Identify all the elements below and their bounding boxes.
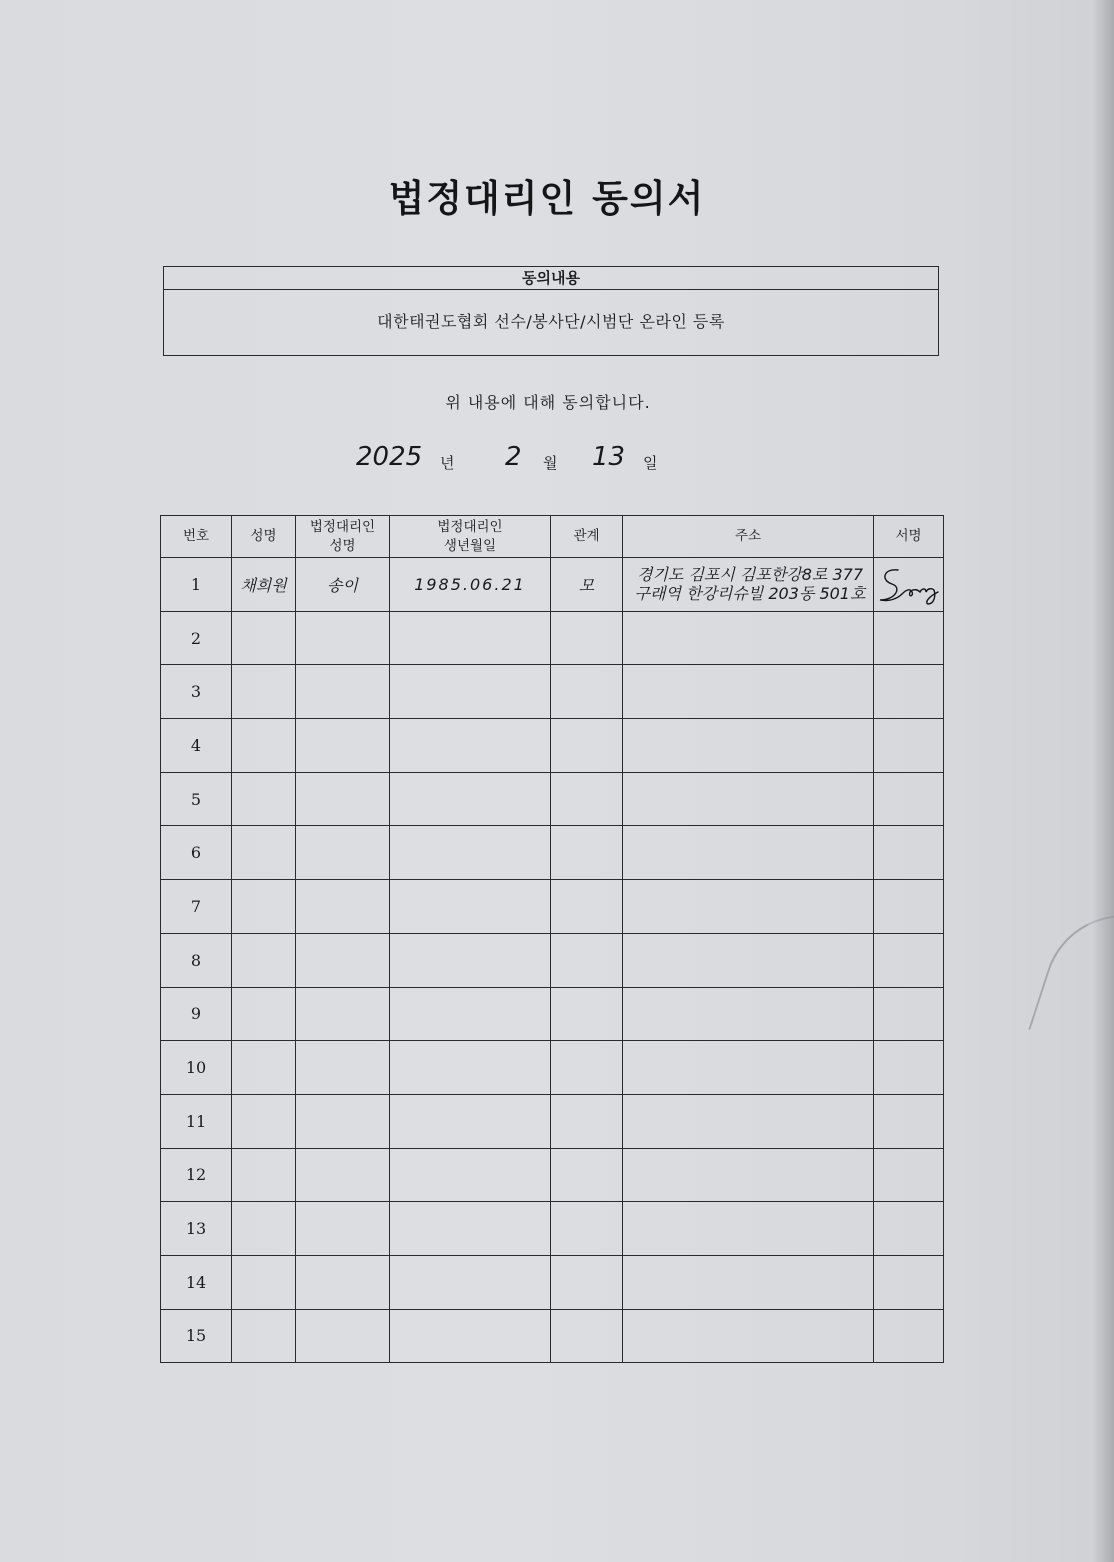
relation-cell	[551, 719, 623, 773]
date-year-unit: 년	[440, 454, 455, 472]
guardian-table	[160, 515, 944, 1363]
row-number: 2	[161, 611, 232, 665]
guardian-name-cell	[296, 933, 390, 987]
signature-cell	[874, 1094, 944, 1148]
guardian-name-cell	[296, 826, 390, 880]
signature-cell	[874, 611, 944, 665]
guardian-birth-cell	[390, 826, 551, 880]
table-row	[161, 772, 944, 826]
address-cell	[623, 933, 874, 987]
guardian-birthdate: 1985.06.21	[390, 558, 551, 612]
address-line2: 구래역 한강리슈빌 203동 501호	[634, 584, 866, 604]
signature-cell	[874, 665, 944, 719]
consent-header: 동의내용	[164, 267, 938, 290]
relation-cell	[551, 826, 623, 880]
header-guardian-name-line1: 법정대리인	[309, 518, 376, 535]
guardian-name-cell	[296, 1148, 390, 1202]
relation-cell	[551, 1148, 623, 1202]
signature-cell	[874, 1148, 944, 1202]
student-name-cell	[232, 933, 296, 987]
row-number: 1	[161, 558, 232, 612]
guardian-birth-cell	[390, 611, 551, 665]
table-row	[161, 1255, 944, 1309]
address	[623, 558, 874, 612]
consent-content: 대한태권도협회 선수/봉사단/시범단 온라인 등록	[377, 312, 725, 331]
row-number: 15	[161, 1309, 232, 1363]
student-name: 채희원	[232, 558, 296, 612]
signature-cell	[874, 558, 944, 612]
date-day-unit: 일	[643, 454, 658, 472]
date-day: 13	[592, 442, 626, 472]
guardian-birth-cell	[390, 933, 551, 987]
table-row	[161, 933, 944, 987]
address-cell	[623, 1255, 874, 1309]
row-number: 4	[161, 719, 232, 773]
signature-cell	[874, 719, 944, 773]
address-cell	[623, 611, 874, 665]
signature-cell	[874, 880, 944, 934]
signature-cell	[874, 772, 944, 826]
signature-cell	[874, 1309, 944, 1363]
row-number: 3	[161, 665, 232, 719]
handwritten-signature	[876, 562, 942, 606]
relation-cell	[551, 1309, 623, 1363]
student-name-cell	[232, 1148, 296, 1202]
guardian-name-cell	[296, 1255, 390, 1309]
student-name-cell	[232, 1094, 296, 1148]
guardian-name-cell	[296, 611, 390, 665]
row-number: 7	[161, 880, 232, 934]
row-number: 12	[161, 1148, 232, 1202]
row-number: 13	[161, 1202, 232, 1256]
address-cell	[623, 1148, 874, 1202]
guardian-name-cell	[296, 719, 390, 773]
guardian-name-cell	[296, 665, 390, 719]
guardian-name-cell	[296, 987, 390, 1041]
student-name-cell	[232, 1041, 296, 1095]
guardian-birth-cell	[390, 772, 551, 826]
row-number: 10	[161, 1041, 232, 1095]
address-cell	[623, 719, 874, 773]
student-name-cell	[232, 1255, 296, 1309]
guardian-name-cell	[296, 1202, 390, 1256]
address-cell	[623, 1309, 874, 1363]
header-signature: 서명	[874, 516, 944, 558]
table-row	[161, 880, 944, 934]
student-name-cell	[232, 987, 296, 1041]
row-number: 6	[161, 826, 232, 880]
relation-cell	[551, 1094, 623, 1148]
table-row	[161, 1309, 944, 1363]
relation-cell	[551, 880, 623, 934]
guardian-birth-cell	[390, 987, 551, 1041]
address-cell	[623, 1041, 874, 1095]
signature-cell	[874, 826, 944, 880]
guardian-birth-cell	[390, 719, 551, 773]
table-row	[161, 826, 944, 880]
guardian-birth-cell	[390, 1202, 551, 1256]
signature-cell	[874, 933, 944, 987]
header-name: 성명	[232, 516, 296, 558]
table-row	[161, 665, 944, 719]
student-name-cell	[232, 719, 296, 773]
student-name-cell	[232, 826, 296, 880]
row-number: 8	[161, 933, 232, 987]
header-no: 번호	[161, 516, 232, 558]
date-year: 2025	[356, 442, 423, 472]
row-number: 9	[161, 987, 232, 1041]
guardian-name: 송이	[296, 558, 390, 612]
agreement-statement: 위 내용에 대해 동의합니다.	[445, 393, 651, 412]
relation-cell	[551, 665, 623, 719]
guardian-birth-cell	[390, 880, 551, 934]
relation-cell	[551, 611, 623, 665]
row-number: 11	[161, 1094, 232, 1148]
signature-cell	[874, 1202, 944, 1256]
address-cell	[623, 880, 874, 934]
guardian-name-cell	[296, 1309, 390, 1363]
document-title: 법정대리인 동의서	[388, 176, 706, 220]
address-cell	[623, 987, 874, 1041]
table-row	[161, 1202, 944, 1256]
header-guardian-birth-line1: 법정대리인	[437, 518, 503, 535]
relation-cell	[551, 1202, 623, 1256]
relation-cell	[551, 987, 623, 1041]
address-cell	[623, 1202, 874, 1256]
header-address: 주소	[623, 516, 874, 558]
guardian-name-cell	[296, 880, 390, 934]
student-name-cell	[232, 611, 296, 665]
student-name-cell	[232, 1309, 296, 1363]
relation-cell	[551, 1255, 623, 1309]
paper-edge-shadow	[1092, 0, 1114, 1562]
table-row	[161, 611, 944, 665]
table-row	[161, 987, 944, 1041]
header-relation: 관계	[551, 516, 623, 558]
header-guardian-birth	[390, 516, 551, 558]
student-name-cell	[232, 880, 296, 934]
guardian-name-cell	[296, 1094, 390, 1148]
signature-cell	[874, 987, 944, 1041]
relation: 모	[551, 558, 623, 612]
header-guardian-name-line2: 성명	[329, 537, 356, 554]
date-month: 2	[505, 442, 522, 472]
consent-date	[0, 442, 1114, 478]
row-number: 5	[161, 772, 232, 826]
consent-box	[163, 266, 939, 356]
address-cell	[623, 826, 874, 880]
row-number: 14	[161, 1255, 232, 1309]
table-row	[161, 1094, 944, 1148]
signature-cell	[874, 1255, 944, 1309]
table-row	[161, 1041, 944, 1095]
address-cell	[623, 1094, 874, 1148]
guardian-name-cell	[296, 772, 390, 826]
table-row	[161, 1148, 944, 1202]
table-header-row	[161, 516, 944, 558]
address-line1: 경기도 김포시 김포한강8로 377	[637, 565, 863, 585]
address-cell	[623, 665, 874, 719]
guardian-birth-cell	[390, 1041, 551, 1095]
guardian-birth-cell	[390, 665, 551, 719]
guardian-name-cell	[296, 1041, 390, 1095]
student-name-cell	[232, 772, 296, 826]
header-guardian-name	[296, 516, 390, 558]
table-row	[161, 719, 944, 773]
date-month-unit: 월	[543, 454, 558, 472]
student-name-cell	[232, 1202, 296, 1256]
relation-cell	[551, 933, 623, 987]
header-guardian-birth-line2: 생년월일	[443, 537, 497, 554]
address-cell	[623, 772, 874, 826]
relation-cell	[551, 772, 623, 826]
table-row	[161, 558, 944, 612]
guardian-birth-cell	[390, 1309, 551, 1363]
guardian-birth-cell	[390, 1148, 551, 1202]
guardian-birth-cell	[390, 1255, 551, 1309]
signature-cell	[874, 1041, 944, 1095]
guardian-birth-cell	[390, 1094, 551, 1148]
relation-cell	[551, 1041, 623, 1095]
student-name-cell	[232, 665, 296, 719]
